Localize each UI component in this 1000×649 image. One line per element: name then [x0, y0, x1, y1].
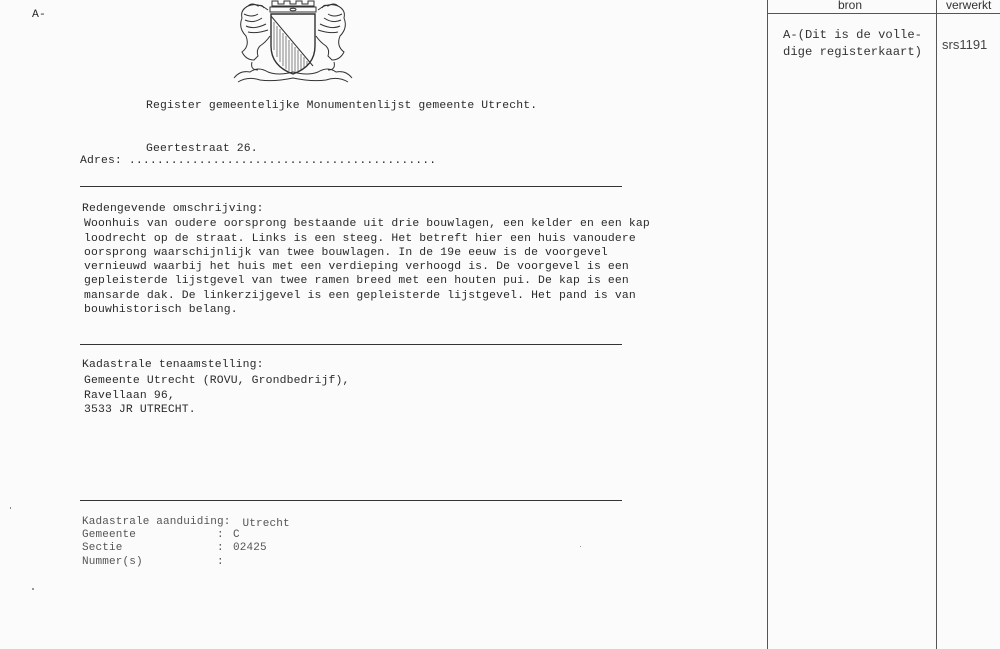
cadastral-row [82, 516, 290, 529]
table-border-left [767, 0, 768, 649]
scan-speck [32, 588, 34, 590]
description-line: bouwhistorisch belang. [84, 304, 238, 317]
cadastral-row [82, 542, 290, 555]
cadastral-value: C [233, 529, 240, 542]
cadastral-colon: : [217, 542, 224, 555]
description-line: mansarde dak. De linkerzijgevel is een gepleisterde lijstgevel. Het pand is van [84, 289, 636, 302]
cadastral-label: Gemeente [82, 529, 137, 542]
description-line: oorsprong waarschijnlijk van twee bouwlagen. In de 19e eeuw is de voorgevel [84, 246, 608, 259]
cadastral-colon: : [217, 555, 224, 568]
cadastral-value: 02425 [233, 542, 267, 555]
kadastrale-tenaamstelling-section [84, 358, 349, 417]
divider [80, 186, 622, 187]
cadastral-value: Utrecht [242, 518, 290, 530]
owner-line: Gemeente Utrecht (ROVU, Grondbedrijf), [84, 375, 350, 388]
bron-value: A-(Dit is de volle- dige registerkaart) [783, 28, 922, 59]
cadastral-colon: : [223, 516, 231, 528]
description-heading: Redengevende omschrijving: [82, 203, 264, 215]
kadastrale-aanduiding-section [82, 516, 290, 569]
description-line: gepleisterde lijstgevel van twee ramen breed met een houten pui. De kap is een [84, 275, 629, 288]
column-header-bron: bron [838, 0, 863, 12]
cadastral-label: Sectie [82, 542, 123, 555]
description-section [84, 202, 650, 317]
divider [80, 500, 622, 501]
corner-mark: A- [32, 9, 46, 21]
table-header-divider [767, 13, 1000, 14]
scan-speck [580, 546, 581, 547]
cadastral-row [82, 556, 290, 569]
address-street: Geertestraat 26. [146, 143, 258, 155]
divider [80, 344, 622, 345]
verwerkt-value: srs1191 [942, 37, 988, 52]
owner-line: 3533 JR UTRECHT. [84, 403, 196, 416]
description-line: vernieuwd waarbij het huis met een verdieping verhoogd is. De voorgevel is een [84, 261, 629, 274]
description-line: loodrecht op de straat. Links is een steeg. Het betreft hier een huis vanoudere [84, 232, 636, 245]
tenaamstelling-heading: Kadastrale tenaamstelling: [82, 359, 264, 371]
cadastral-label: Nummer(s) [82, 555, 143, 568]
utrecht-coat-of-arms-icon [228, 0, 362, 84]
cadastral-label: Kadastrale aanduiding [82, 516, 224, 528]
cadastral-colon: : [217, 529, 224, 542]
owner-line: Ravellaan 96, [84, 389, 175, 402]
table-column-divider [936, 0, 937, 649]
address-label: Adres: ............................................ [80, 155, 437, 167]
register-title: Register gemeentelijke Monumentenlijst gemeente Utrecht. [146, 100, 538, 112]
column-header-verwerkt: verwerkt [946, 0, 992, 12]
description-line: Woonhuis van oudere oorsprong bestaande uit drie bouwlagen, een kelder en een kap [84, 218, 650, 231]
scan-speck [10, 507, 11, 509]
